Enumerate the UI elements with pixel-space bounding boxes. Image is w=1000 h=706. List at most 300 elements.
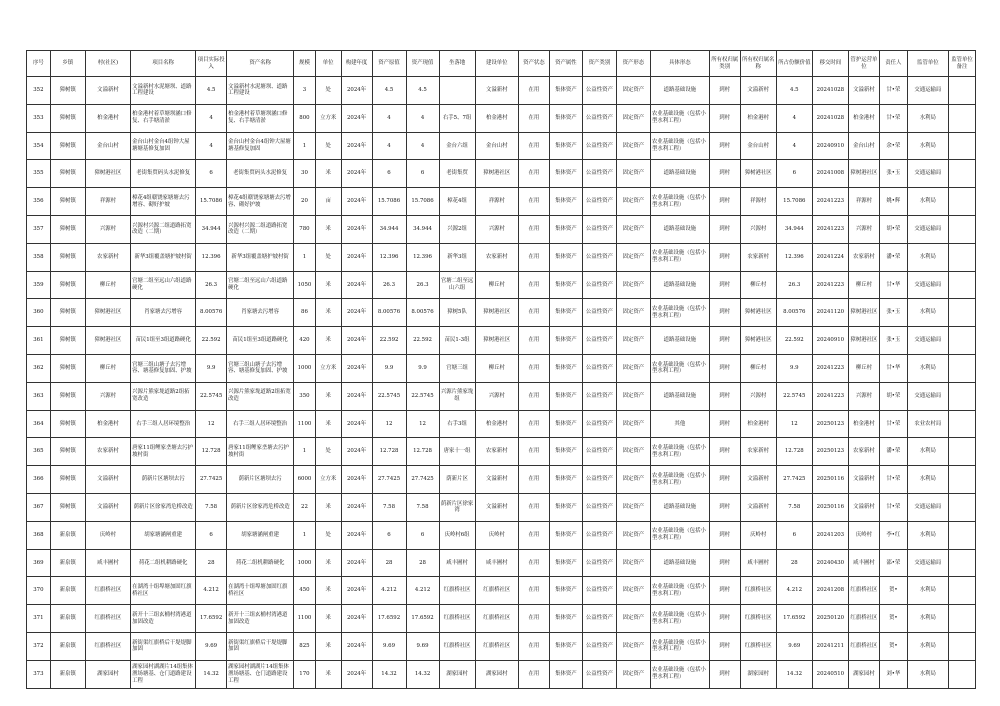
table-cell: 20241223	[812, 188, 848, 216]
table-cell: 米	[315, 271, 341, 299]
table-cell: 20250123	[812, 438, 848, 466]
column-header: 资产类别	[582, 51, 616, 77]
table-cell: 20250116	[812, 493, 848, 521]
table-cell: 新泉镇	[50, 521, 85, 549]
table-cell: 文溢新村	[740, 493, 776, 521]
table-cell: 到村	[709, 521, 740, 549]
table-cell: 6	[406, 160, 439, 188]
table-cell: 獐树镇	[50, 410, 85, 438]
table-cell: 集体资产	[549, 438, 582, 466]
table-cell: 20240910	[812, 132, 848, 160]
table-cell: 文溢新村	[848, 77, 879, 105]
table-cell: 固定资产	[616, 410, 650, 438]
table-cell: 公益性资产	[582, 521, 616, 549]
table-cell: 兴源村	[740, 382, 776, 410]
table-cell: 2024年	[341, 632, 372, 660]
table-cell: 张•玉	[879, 299, 907, 327]
table-cell: 集体资产	[549, 132, 582, 160]
table-cell: 2024年	[341, 410, 372, 438]
table-cell: 新华3组覆盖塘护坡村街	[131, 243, 196, 271]
table-cell	[439, 77, 475, 105]
column-header: 项目名称	[131, 51, 196, 77]
table-cell: 立方米	[315, 354, 341, 382]
table-cell: 水利局	[907, 132, 948, 160]
table-cell: 12.396	[406, 243, 439, 271]
table-cell: 农业农村局	[907, 410, 948, 438]
table-row	[27, 160, 976, 188]
table-cell: 道路基础设施	[650, 493, 709, 521]
table-cell: 公益性资产	[582, 632, 616, 660]
table-cell: 355	[27, 160, 51, 188]
table-cell: 农家新村	[740, 243, 776, 271]
table-cell: 公益性资产	[582, 549, 616, 577]
table-cell: 在用	[518, 382, 549, 410]
table-cell: 4.5	[196, 77, 227, 105]
table-cell: 柏金港村着草塘坝涵口修复、右手塘清淤	[131, 104, 196, 132]
table-cell: 红旗桥社区	[85, 577, 130, 605]
table-cell: 到村	[709, 605, 740, 633]
table-cell: 獐树镇	[50, 466, 85, 494]
table-cell: 固定资产	[616, 577, 650, 605]
table-cell: 农家新村	[85, 438, 130, 466]
table-cell: 2024年	[341, 243, 372, 271]
table-cell: 农业基础设施（包括小型水利工程）	[650, 243, 709, 271]
table-cell: 祥源村	[85, 188, 130, 216]
table-cell: 水利局	[907, 466, 948, 494]
table-cell: 22.5745	[406, 382, 439, 410]
table-cell	[948, 132, 975, 160]
table-cell: 354	[27, 132, 51, 160]
table-cell: 364	[27, 410, 51, 438]
table-cell: 1	[294, 438, 316, 466]
table-cell: 22.592	[776, 327, 812, 355]
table-row	[27, 243, 976, 271]
table-cell: 1000	[294, 354, 316, 382]
table-cell: 公益性资产	[582, 577, 616, 605]
table-cell: 交通运输局	[907, 77, 948, 105]
table-row	[27, 493, 976, 521]
table-cell: 固定资产	[616, 160, 650, 188]
table-cell	[948, 382, 975, 410]
column-header: 资产属性	[549, 51, 582, 77]
table-cell: 362	[27, 354, 51, 382]
column-header: 移交时间	[812, 51, 848, 77]
table-cell: 獐树港社区	[848, 160, 879, 188]
table-cell: 獐树镇	[50, 243, 85, 271]
table-cell: 4	[372, 104, 406, 132]
table-cell: 祥源村	[475, 188, 518, 216]
table-cell: 1050	[294, 271, 316, 299]
table-cell: 公益性资产	[582, 188, 616, 216]
column-header: 坐落地	[439, 51, 475, 77]
table-cell: 柳丘村	[740, 354, 776, 382]
table-cell: 水利局	[907, 438, 948, 466]
table-cell: 官塘二组至远山六组道路硬化	[227, 271, 294, 299]
table-row	[27, 438, 976, 466]
table-cell: 水利局	[907, 521, 948, 549]
table-row	[27, 632, 976, 660]
table-cell: 集体资产	[549, 410, 582, 438]
table-cell: 公益性资产	[582, 271, 616, 299]
table-cell: 红旗桥社区	[475, 577, 518, 605]
table-cell: 红旗桥社区	[475, 632, 518, 660]
table-cell: 4	[196, 132, 227, 160]
table-cell	[948, 438, 975, 466]
table-row	[27, 77, 976, 105]
table-cell: 红旗桥社区	[439, 577, 475, 605]
column-header: 项目实际投入	[196, 51, 227, 77]
table-cell: 水利局	[907, 104, 948, 132]
table-cell: 公益性资产	[582, 327, 616, 355]
table-cell: 米	[315, 160, 341, 188]
table-row	[27, 660, 976, 688]
table-cell: 固定资产	[616, 271, 650, 299]
table-cell: 4.212	[776, 577, 812, 605]
table-cell: 在用	[518, 577, 549, 605]
table-cell: 官塘三组	[439, 354, 475, 382]
table-cell: 胡•荣	[879, 382, 907, 410]
table-cell: 360	[27, 299, 51, 327]
column-header: 序号	[27, 51, 51, 77]
table-cell: 农业基础设施（包括小型水利工程）	[650, 299, 709, 327]
table-cell: 集体资产	[549, 299, 582, 327]
table-cell: 20250123	[812, 410, 848, 438]
table-cell: 獐树镇	[50, 271, 85, 299]
table-cell: 固定资产	[616, 188, 650, 216]
table-cell: 358	[27, 243, 51, 271]
table-cell: 米	[315, 632, 341, 660]
table-cell: 8.00576	[196, 299, 227, 327]
table-cell: 6	[196, 521, 227, 549]
table-cell: 9.9	[196, 354, 227, 382]
table-cell: 农家新村	[475, 243, 518, 271]
table-cell: 1100	[294, 605, 316, 633]
table-cell: 交通运输局	[907, 382, 948, 410]
table-cell: 363	[27, 382, 51, 410]
table-cell: 2024年	[341, 466, 372, 494]
table-cell: 30	[294, 160, 316, 188]
table-cell: 贺•	[879, 577, 907, 605]
table-cell: 庆岭村	[85, 521, 130, 549]
table-cell	[948, 271, 975, 299]
table-cell: 到村	[709, 660, 740, 688]
table-cell: 农业基础设施（包括小型水利工程）	[650, 660, 709, 688]
table-cell: 到村	[709, 188, 740, 216]
table-cell: 獐树镇	[50, 493, 85, 521]
table-cell: 2024年	[341, 354, 372, 382]
table-cell: 苗民1组至3组道路硬化	[227, 327, 294, 355]
table-cell: 兴源村	[85, 382, 130, 410]
table-cell: 农业基础设施（包括小型水利工程）	[650, 632, 709, 660]
table-cell: 兴源片熊家垅道路2组拓宽改造	[131, 382, 196, 410]
table-cell	[948, 243, 975, 271]
table-cell: 在湖湾十组埠塘加固红旗桥社区	[131, 577, 196, 605]
table-cell: 兴源2组	[439, 215, 475, 243]
table-cell: 361	[27, 327, 51, 355]
column-header: 资产形态	[616, 51, 650, 77]
table-cell: 14.32	[406, 660, 439, 688]
table-cell: 文溢新村	[475, 493, 518, 521]
table-cell: 荫新片区徐家湾危桥改造	[227, 493, 294, 521]
table-cell: 在用	[518, 466, 549, 494]
table-cell: 老街集贸码头水泥修复	[227, 160, 294, 188]
table-cell: 咸丰圃村	[740, 549, 776, 577]
table-cell: 荷花二组机耕路硬化	[227, 549, 294, 577]
table-cell: 7.58	[372, 493, 406, 521]
table-cell: 柳丘村	[85, 271, 130, 299]
table-cell: 庆岭村6组	[439, 521, 475, 549]
table-cell: 4.5	[406, 77, 439, 105]
table-cell: 20240510	[812, 660, 848, 688]
table-cell: 獐树镇	[50, 77, 85, 105]
table-cell: 甘•华	[879, 271, 907, 299]
table-cell: 20241120	[812, 299, 848, 327]
table-cell: 水利局	[907, 632, 948, 660]
table-cell: 文溢新村	[475, 466, 518, 494]
table-cell: 唐家十一组	[439, 438, 475, 466]
table-cell: 356	[27, 188, 51, 216]
table-cell: 352	[27, 77, 51, 105]
table-cell: 14.32	[776, 660, 812, 688]
table-cell: 到村	[709, 104, 740, 132]
table-cell	[948, 577, 975, 605]
column-header: 所占份额价值	[776, 51, 812, 77]
table-cell: 獐树镇	[50, 354, 85, 382]
table-cell: 20240430	[812, 549, 848, 577]
table-cell: 集体资产	[549, 215, 582, 243]
table-cell: 甘•华	[879, 354, 907, 382]
table-cell: 獐树镇	[50, 327, 85, 355]
table-cell: 兴源村兴源二组道路拓宽改造（二期）	[131, 215, 196, 243]
table-cell: 9.9	[372, 354, 406, 382]
table-cell: 柏金港村	[475, 104, 518, 132]
table-cell: 到村	[709, 327, 740, 355]
table-cell: 农业基础设施（包括小型水利工程）	[650, 466, 709, 494]
table-cell: 2024年	[341, 660, 372, 688]
table-cell: 荫新片区徐家湾	[439, 493, 475, 521]
table-cell: 20241028	[812, 104, 848, 132]
table-cell: 27.7425	[196, 466, 227, 494]
table-cell: 柏金港村	[848, 410, 879, 438]
table-cell: 15.7086	[196, 188, 227, 216]
table-cell: 红旗桥社区	[439, 605, 475, 633]
table-cell: 367	[27, 493, 51, 521]
table-cell: 兴源村	[848, 215, 879, 243]
table-cell: 湖家园村	[85, 660, 130, 688]
table-cell: 肖家塘去污增容	[227, 299, 294, 327]
table-cell: 固定资产	[616, 521, 650, 549]
table-cell: 胡家塘涵闸重建	[227, 521, 294, 549]
table-cell: 祥源村	[848, 188, 879, 216]
table-cell: 公益性资产	[582, 410, 616, 438]
table-cell: 20241008	[812, 160, 848, 188]
table-cell: 兴源村	[848, 382, 879, 410]
table-cell: 在用	[518, 549, 549, 577]
table-cell: 到村	[709, 438, 740, 466]
table-cell: 12.396	[372, 243, 406, 271]
table-cell: 官塘二组至远山六组道路硬化	[131, 271, 196, 299]
table-cell: 立方米	[315, 104, 341, 132]
table-cell: 金台山村	[848, 132, 879, 160]
table-row	[27, 549, 976, 577]
table-cell	[948, 632, 975, 660]
table-cell: 庆岭村	[848, 521, 879, 549]
table-cell: 米	[315, 410, 341, 438]
table-cell: 固定资产	[616, 605, 650, 633]
table-cell: 固定资产	[616, 243, 650, 271]
table-cell: 獐树港社区	[475, 160, 518, 188]
table-cell: 22.5745	[196, 382, 227, 410]
table-cell: 22.592	[406, 327, 439, 355]
table-cell: 农家新村	[848, 243, 879, 271]
table-cell: 红旗桥社区	[439, 632, 475, 660]
table-cell: 柳丘村	[740, 271, 776, 299]
table-cell: 20	[294, 188, 316, 216]
table-cell: 4	[406, 132, 439, 160]
table-cell: 湖家园村	[439, 660, 475, 688]
table-cell: 新华3组覆盖塘护坡村街	[227, 243, 294, 271]
table-cell: 集体资产	[549, 466, 582, 494]
column-header: 资产现值	[406, 51, 439, 77]
table-cell: 15.7086	[372, 188, 406, 216]
table-cell: 9.9	[406, 354, 439, 382]
table-cell: 金台山村金台4组钟大屋塘塘基修复加固	[227, 132, 294, 160]
table-cell: 獐树镇	[50, 382, 85, 410]
table-cell: 365	[27, 438, 51, 466]
table-cell: 369	[27, 549, 51, 577]
table-cell: 右手三组人居环境整治	[131, 410, 196, 438]
column-header: 建设单位	[475, 51, 518, 77]
table-cell: 唐家11组鲤家垄塘去污护坡村街	[227, 438, 294, 466]
table-cell: 道路基础设施	[650, 271, 709, 299]
table-cell: 集体资产	[549, 104, 582, 132]
table-cell: 柏金港村	[475, 410, 518, 438]
table-cell: 集体资产	[549, 660, 582, 688]
table-cell: 350	[294, 382, 316, 410]
table-cell: 20241028	[812, 77, 848, 105]
table-cell: 兴源片熊家垅组	[439, 382, 475, 410]
column-header: 村(社区)	[85, 51, 130, 77]
table-cell: 2024年	[341, 577, 372, 605]
table-cell: 371	[27, 605, 51, 633]
table-cell: 9.69	[776, 632, 812, 660]
table-cell: 獐树镇	[50, 215, 85, 243]
table-row	[27, 327, 976, 355]
table-cell: 9.9	[776, 354, 812, 382]
table-cell: 柏金港村	[848, 104, 879, 132]
table-cell: 湖家园村	[740, 660, 776, 688]
table-row	[27, 299, 976, 327]
table-cell: 34.944	[196, 215, 227, 243]
table-body	[27, 77, 976, 689]
table-row	[27, 521, 976, 549]
table-cell: 农业基础设施（包括小型水利工程）	[650, 132, 709, 160]
table-cell: 其他	[650, 410, 709, 438]
table-row	[27, 132, 976, 160]
table-cell: 湖家园村	[475, 660, 518, 688]
table-cell: 在用	[518, 632, 549, 660]
table-cell: 文溢新村	[848, 466, 879, 494]
table-cell: 在湖湾十组埠塘加固红旗桥社区	[227, 577, 294, 605]
table-cell: 余•荣	[879, 132, 907, 160]
table-cell	[948, 660, 975, 688]
table-cell: 农家新村	[848, 438, 879, 466]
column-header: 资产状态	[518, 51, 549, 77]
table-row	[27, 188, 976, 216]
table-cell: 2024年	[341, 215, 372, 243]
table-cell: 15.7086	[406, 188, 439, 216]
table-cell: 獐树港社区	[848, 327, 879, 355]
table-cell: 20250116	[812, 466, 848, 494]
table-cell: 12.396	[196, 243, 227, 271]
table-cell: 6	[406, 521, 439, 549]
table-cell: 34.944	[776, 215, 812, 243]
table-cell: 文溢新村	[85, 466, 130, 494]
table-cell: 在用	[518, 438, 549, 466]
table-cell: 8.00576	[406, 299, 439, 327]
table-cell: 12.728	[406, 438, 439, 466]
table-cell: 处	[315, 77, 341, 105]
table-cell: 6000	[294, 466, 316, 494]
table-cell: 咸丰圃村	[439, 549, 475, 577]
table-cell: 7.58	[776, 493, 812, 521]
table-cell: 800	[294, 104, 316, 132]
table-cell: 20241208	[812, 577, 848, 605]
table-cell: 柳丘村	[475, 354, 518, 382]
table-cell: 獐树镇	[50, 299, 85, 327]
table-cell: 公益性资产	[582, 438, 616, 466]
table-cell: 4.212	[406, 577, 439, 605]
table-cell: 6	[776, 521, 812, 549]
table-cell: 公益性资产	[582, 354, 616, 382]
table-cell: 农业基础设施（包括小型水利工程）	[650, 188, 709, 216]
table-cell: 357	[27, 215, 51, 243]
table-cell: 右手3组	[439, 410, 475, 438]
table-cell: 2024年	[341, 132, 372, 160]
table-cell: 2024年	[341, 493, 372, 521]
table-cell: 372	[27, 632, 51, 660]
table-cell: 金台山村	[740, 132, 776, 160]
table-cell: 庆岭村	[740, 521, 776, 549]
table-cell: 公益性资产	[582, 243, 616, 271]
table-cell: 到村	[709, 77, 740, 105]
table-cell	[948, 521, 975, 549]
table-cell: 处	[315, 438, 341, 466]
table-cell: 825	[294, 632, 316, 660]
table-cell	[948, 215, 975, 243]
table-cell: 獐树港社区	[85, 327, 130, 355]
table-cell: 獐树镇	[50, 132, 85, 160]
table-cell: 8.00576	[776, 299, 812, 327]
table-cell: 张•玉	[879, 327, 907, 355]
column-header: 资产原值	[372, 51, 406, 77]
table-cell: 柏金港村	[85, 104, 130, 132]
table-cell: 湖家园村	[848, 660, 879, 688]
table-cell: 苗民1-3组	[439, 327, 475, 355]
table-cell	[948, 354, 975, 382]
table-cell: 处	[315, 132, 341, 160]
table-cell: 樟花4组赣饶家塘塘去污增容、砌好护坡	[227, 188, 294, 216]
table-cell: 文溢新村	[740, 77, 776, 105]
table-cell: 20250120	[812, 605, 848, 633]
table-cell: 交通运输局	[907, 271, 948, 299]
table-cell: 公益性资产	[582, 660, 616, 688]
table-cell: 立方米	[315, 466, 341, 494]
table-cell: 湖家园村湖湖片14组集体渔场塘基、仓门道路建设工程	[131, 660, 196, 688]
table-cell: 老街集贸	[439, 160, 475, 188]
table-cell	[948, 549, 975, 577]
table-cell: 1	[294, 521, 316, 549]
